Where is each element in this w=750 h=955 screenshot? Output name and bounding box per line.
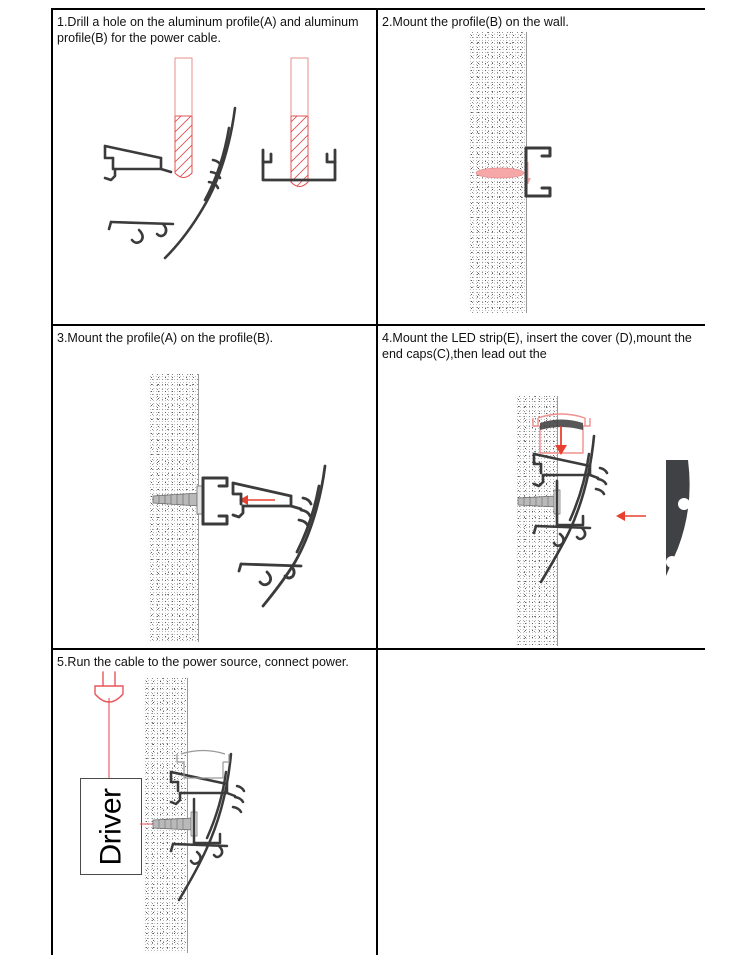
- profile-b-cross-section: [203, 478, 227, 524]
- profile-b-cross-section: [263, 150, 335, 180]
- mount-profile-a-on-profile-b-diagram: [53, 326, 376, 648]
- step-2-caption: 2.Mount the profile(B) on the wall.: [382, 15, 569, 29]
- step-6-caption: [378, 650, 705, 654]
- step-5-caption: 5.Run the cable to the power source, connect power.: [57, 655, 349, 669]
- wall-stipple: [148, 374, 199, 642]
- step-6-empty-cell: [378, 650, 705, 953]
- profile-a-cross-section: [233, 466, 325, 606]
- instruction-table: [51, 8, 705, 955]
- wall-stipple: [515, 396, 558, 646]
- drill-bit-right: [285, 58, 315, 198]
- drill-bit-left: [169, 58, 199, 198]
- power-plug-icon: [95, 672, 123, 702]
- step-1-cell: [53, 10, 376, 324]
- step-5-cell: [53, 650, 376, 953]
- wall-stipple: [143, 678, 188, 953]
- profile-a-cross-section: [105, 108, 235, 258]
- end-cap-arrow: [616, 511, 646, 521]
- end-cap-c: [666, 460, 690, 576]
- step-3-cell: [53, 326, 376, 648]
- profile-b-cross-section: [526, 148, 550, 196]
- mount-profile-b-on-wall-diagram: [378, 10, 705, 324]
- step-1-caption: 1.Drill a hole on the aluminum profile(A) and aluminum profile(B) for the power cable.: [57, 15, 359, 45]
- step-3-caption: 3.Mount the profile(A) on the profile(B).: [57, 331, 274, 345]
- step-4-caption: 4.Mount the LED strip(E), insert the cover (D),mount the end caps(C),then lead out the: [382, 331, 692, 361]
- assembly-arrow: [239, 495, 275, 505]
- driver-box: [80, 778, 142, 875]
- driver-label: Driver: [94, 788, 127, 865]
- step-2-cell: [378, 10, 705, 324]
- step-4-cell: [378, 326, 705, 648]
- wall-stipple: [468, 32, 527, 313]
- drill-hole-profiles-diagram: [53, 10, 376, 324]
